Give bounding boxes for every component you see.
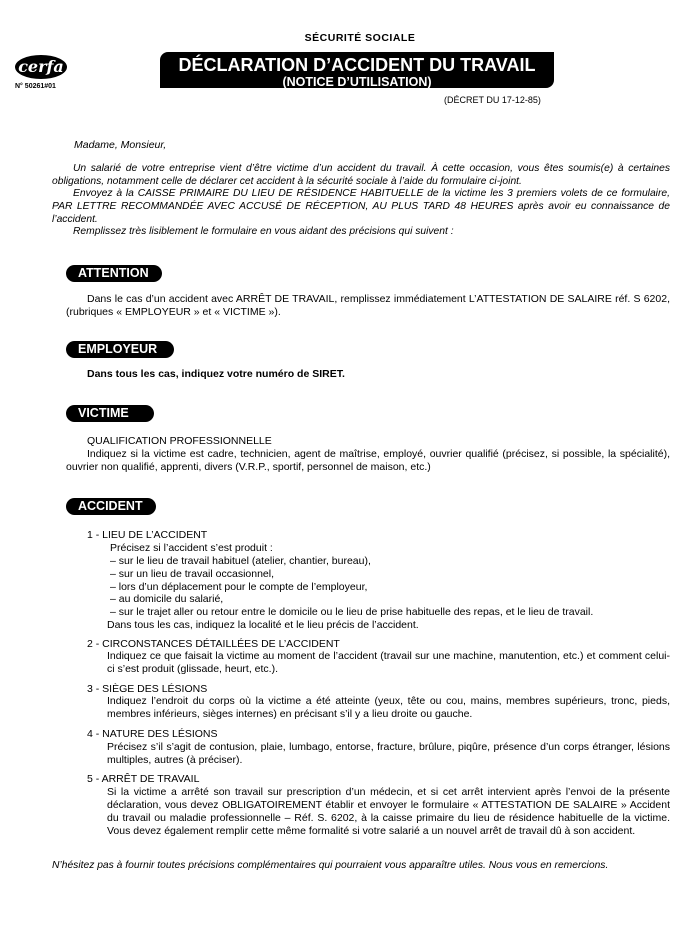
accident-s4-heading: 4 - NATURE DES LÉSIONS [87, 728, 218, 740]
greeting: Madame, Monsieur, [74, 139, 167, 151]
intro-paragraph-2: Envoyez à la CAISSE PRIMAIRE DU LIEU DE RÉSIDENCE HABITUELLE de la victime les 3 premiers volets de ce formulaire, PAR LETTRE RECOMMANDÉE AVEC ACCUSÉ DE RÉCEPTION, AU PLUS TARD 48 HEURES après avoir eu connaissance de l’accident. [52, 188, 670, 225]
section-victime-label: VICTIME [66, 405, 154, 422]
accident-s5-heading: 5 - ARRÊT DE TRAVAIL [87, 773, 200, 785]
page-title: DÉCLARATION D’ACCIDENT DU TRAVAIL [178, 55, 536, 75]
list-item: – sur le lieu de travail habituel (atelier, chantier, bureau), [110, 555, 371, 567]
section-accident-label: ACCIDENT [66, 498, 156, 515]
list-item: – lors d’un déplacement pour le compte de l’employeur, [110, 581, 368, 593]
victime-text: Indiquez si la victime est cadre, technicien, agent de maîtrise, employé, ouvrier qualifié (précisez, si possible, la spécialité), ouvrier non qualifié, apprenti, divers (V.R.P., sportif, personnel de maison, etc.) [66, 448, 670, 473]
accident-s3-text: Indiquez l’endroit du corps où la victime a été atteinte (yeux, tête ou cou, mains, membres supérieurs, tronc, pieds, membres inférieurs, sièges internes) en précisant s’il y a lieu droite ou gauche. [107, 695, 670, 720]
form-number: N° 50261#01 [15, 83, 56, 90]
accident-s1-heading: 1 - LIEU DE L’ACCIDENT [87, 529, 208, 541]
list-item: – sur le trajet aller ou retour entre le domicile ou le lieu de prise habituelle des repas, et le lieu de travail. [110, 606, 594, 618]
decree-label: (DÉCRET DU 17-12-85) [444, 95, 541, 105]
accident-s3-heading: 3 - SIÈGE DES LÉSIONS [87, 683, 208, 695]
accident-s1-outro: Dans tous les cas, indiquez la localité et le lieu précis de l’accident. [107, 619, 419, 631]
accident-s1-intro: Précisez si l’accident s’est produit : [110, 542, 273, 554]
list-item: – sur un lieu de travail occasionnel, [110, 568, 275, 580]
header-top-label: SÉCURITÉ SOCIALE [304, 32, 416, 44]
accident-s2-text: Indiquez ce que faisait la victime au moment de l’accident (travail sur une machine, manutention, etc.) et comment celui-ci s’est produit (glissade, heurt, etc.). [107, 650, 670, 675]
attention-text: Dans le cas d’un accident avec ARRÊT DE TRAVAIL, remplissez immédiatement L’ATTESTATION DE SALAIRE réf. S 6202, (rubriques « EMPLOYEUR » et « VICTIME »). [66, 293, 670, 318]
intro-paragraph-1: Un salarié de votre entreprise vient d’être victime d’un accident du travail. À cette occasion, vous êtes soumis(e) à certaines obligations, notamment celle de déclarer cet accident à la sécurité sociale à l’aide du formulaire ci-joint. [52, 163, 670, 187]
cerfa-logo: cerfa [15, 55, 67, 79]
accident-s5-text: Si la victime a arrêté son travail sur prescription d’un médecin, et si cet arrêt intervient après l’envoi de la présente déclaration, vous devez OBLIGATOIREMENT établir et envoyer le formulaire « ATTESTATION DE SALAIRE » Accident du travail ou maladie professionnelle – Réf. S. 6202, à la caisse primaire du lieu de résidence habituelle de la victime. Vous devez également remplir cette même formalité si votre salarié a un nouvel arrêt de travail dû à son accident. [107, 786, 670, 837]
section-attention-label: ATTENTION [66, 265, 162, 282]
section-employeur-label: EMPLOYEUR [66, 341, 174, 358]
page-subtitle: (NOTICE D’UTILISATION) [282, 75, 432, 89]
accident-s2-heading: 2 - CIRCONSTANCES DÉTAILLÉES DE L’ACCIDENT [87, 638, 340, 650]
list-item: – au domicile du salarié, [110, 593, 224, 605]
title-box [160, 52, 554, 88]
closing-text: N’hésitez pas à fournir toutes précisions complémentaires qui pourraient vous apparaître utiles. Nous vous en remercions. [52, 860, 609, 871]
victime-subtitle: QUALIFICATION PROFESSIONNELLE [87, 435, 272, 447]
accident-s4-text: Précisez s’il s’agit de contusion, plaie, lumbago, entorse, fracture, brûlure, piqûre, présence d’un corps étranger, lésions multiples, autres (à préciser). [107, 741, 670, 766]
employeur-text: Dans tous les cas, indiquez votre numéro de SIRET. [87, 368, 345, 380]
intro-paragraph-3: Remplissez très lisiblement le formulaire en vous aidant des précisions qui suivent : [73, 226, 454, 237]
